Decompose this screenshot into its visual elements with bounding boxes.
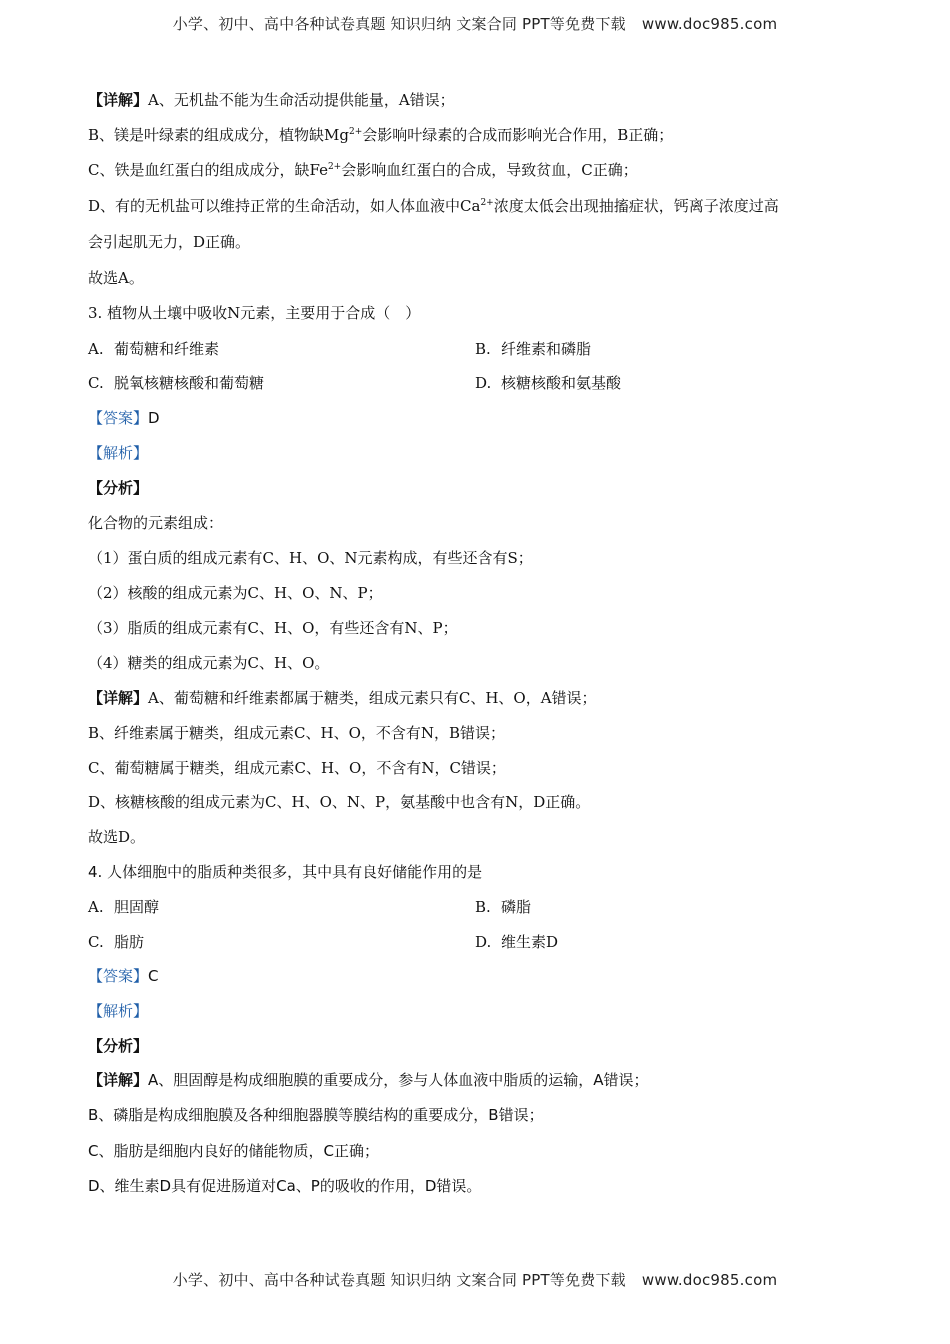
q3-option-a: A. 葡萄糖和纤维素	[88, 340, 220, 358]
q2-detail-b: B、镁是叶绿素的组成成分，植物缺$Mg^{2+}$会影响叶绿素的合成而影响光合作用，B正确；	[88, 126, 674, 144]
q4-option-c: C. 脂肪	[88, 933, 145, 951]
q4-option-b: B. 磷脂	[475, 898, 532, 916]
q2-conclusion: 故选A。	[88, 269, 144, 287]
q4-analysis-tag: 【解析】	[88, 1002, 149, 1020]
q4-detail-d: D、维生素D具有促进肠道对Ca、P的吸收的作用，D错误。	[88, 1177, 482, 1195]
detail-tag: 【详解】	[88, 91, 149, 109]
q3-detail-d: D、核糖核酸的组成元素为C、H、O、N、P，氨基酸中也含有N，D正确。	[88, 793, 591, 811]
q2-detail-c: C、铁是血红蛋白的组成成分，缺$Fe^{2+}$会影响血红蛋白的合成，导致贫血，C正确；	[88, 161, 638, 179]
q3-detail-a: 【详解】A、葡萄糖和纤维素都属于糖类，组成元素只有C、H、O，A错误；	[88, 689, 597, 707]
q4-answer: 【答案】C	[88, 967, 159, 985]
q3-intro: 化合物的元素组成：	[88, 514, 224, 532]
q4-detail-b: B、磷脂是构成细胞膜及各种细胞器膜等膜结构的重要成分，B错误；	[88, 1106, 544, 1124]
q4-detail-c: C、脂肪是细胞内良好的储能物质，C正确；	[88, 1142, 379, 1160]
q4-option-a: A. 胆固醇	[88, 898, 160, 916]
q4-stem: 4. 人体细胞中的脂质种类很多，其中具有良好储能作用的是	[88, 863, 483, 881]
q3-option-c: C. 脱氧核糖核酸和葡萄糖	[88, 374, 265, 392]
q2-detail-a: 【详解】A、无机盐不能为生命活动提供能量，A错误；	[88, 91, 455, 109]
header-text: 小学、初中、高中各种试卷真题 知识归纳 文案合同 PPT等免费下载	[172, 15, 626, 33]
q4-option-d: D. 维生素D	[475, 933, 559, 951]
header-url[interactable]: www.doc985.com	[641, 15, 778, 33]
q3-point-4: （4）糖类的组成元素为C、H、O。	[88, 654, 330, 672]
detail-tag: 【详解】	[88, 1071, 149, 1089]
page-footer	[0, 1269, 950, 1290]
answer-tag: 【答案】	[88, 409, 149, 427]
q3-fenxi-tag: 【分析】	[88, 479, 149, 497]
q3-analysis-tag: 【解析】	[88, 444, 149, 462]
q3-detail-b: B、纤维素属于糖类，组成元素C、H、O，不含有N，B错误；	[88, 724, 506, 742]
q3-option-b: B. 纤维素和磷脂	[475, 340, 592, 358]
footer-url[interactable]: www.doc985.com	[641, 1271, 778, 1289]
q2-detail-d: D、有的无机盐可以维持正常的生命活动，如人体血液中$Ca^{2+}$浓度太低会出现抽搐症状，钙离子浓度过高	[88, 197, 779, 215]
page-header	[0, 13, 950, 34]
q3-stem: 3. 植物从土壤中吸收N元素，主要用于合成（ ）	[88, 304, 421, 322]
q3-point-1: （1）蛋白质的组成元素有C、H、O、N元素构成，有些还含有S；	[88, 549, 533, 567]
q3-answer: 【答案】D	[88, 409, 160, 427]
q4-fenxi-tag: 【分析】	[88, 1037, 149, 1055]
q4-detail-a: 【详解】A、胆固醇是构成细胞膜的重要成分，参与人体血液中脂质的运输，A错误；	[88, 1071, 649, 1089]
q3-point-3: （3）脂质的组成元素有C、H、O，有些还含有N、P；	[88, 619, 458, 637]
q3-detail-c: C、葡萄糖属于糖类，组成元素C、H、O，不含有N，C错误；	[88, 759, 506, 777]
q3-point-2: （2）核酸的组成元素为C、H、O、N、P；	[88, 584, 383, 602]
q3-option-d: D. 核糖核酸和氨基酸	[475, 374, 622, 392]
q3-conclusion: 故选D。	[88, 828, 146, 846]
q2-detail-d-cont: 会引起肌无力，D正确。	[88, 233, 251, 251]
footer-text: 小学、初中、高中各种试卷真题 知识归纳 文案合同 PPT等免费下载	[172, 1271, 626, 1289]
detail-tag: 【详解】	[88, 689, 149, 707]
answer-tag: 【答案】	[88, 967, 149, 985]
